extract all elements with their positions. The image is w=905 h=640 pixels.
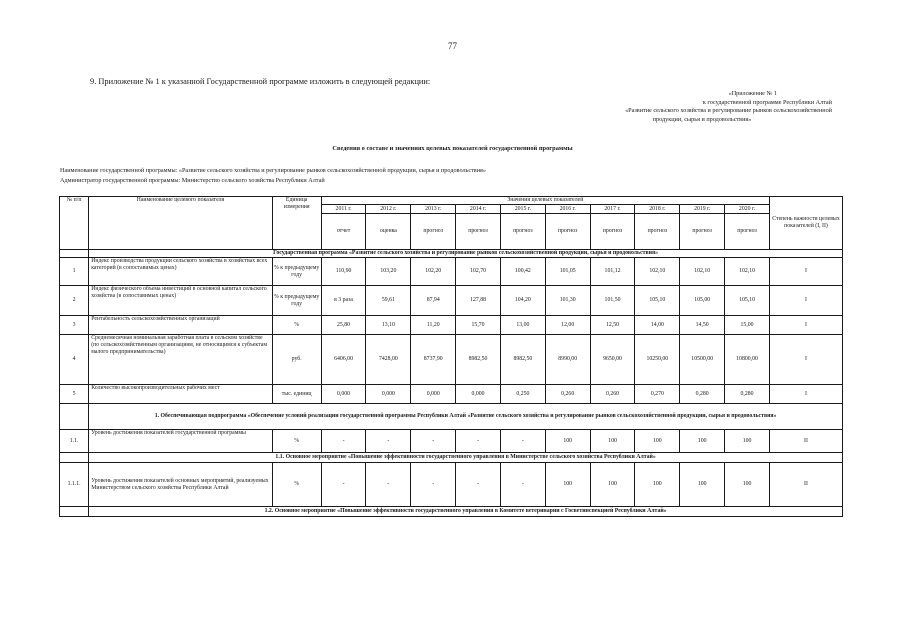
value-cell: 8982,50 — [456, 335, 501, 385]
section-spacer-cell — [60, 507, 89, 517]
value-cell: 100 — [725, 463, 770, 507]
header-status: прогноз — [500, 214, 545, 250]
header-status: отчет — [321, 214, 366, 250]
section-spacer-cell — [60, 250, 89, 258]
header-year: 2019 г. — [680, 205, 725, 214]
value-cell: 110,90 — [321, 258, 366, 286]
value-cell: 100 — [635, 430, 680, 453]
value-cell: 0,270 — [635, 385, 680, 404]
value-cell: 101,50 — [590, 286, 635, 316]
section-program: Государственная программа «Развитие сельского хозяйства и регулирование рынков сельскохозяйственной продукции, сырья и продовольствия» — [89, 250, 843, 258]
table-row — [60, 316, 843, 335]
table-row — [60, 463, 843, 507]
indicator-name: Рентабельность сельскохозяйственных организаций — [89, 316, 272, 335]
header-year: 2013 г. — [411, 205, 456, 214]
value-cell: 105,10 — [725, 286, 770, 316]
value-cell: 15,70 — [456, 316, 501, 335]
row-number: 2 — [60, 286, 89, 316]
value-cell: 105,00 — [680, 286, 725, 316]
row-number: 4 — [60, 335, 89, 385]
value-cell: 101,12 — [590, 258, 635, 286]
value-cell: 103,20 — [366, 258, 411, 286]
value-cell: 100 — [725, 430, 770, 453]
header-year: 2014 г. — [456, 205, 501, 214]
header-importance: Степень важности целевых показателей (I, II) — [769, 197, 842, 250]
value-cell: 12,50 — [590, 316, 635, 335]
section-subprogram-1: 1. Обеспечивающая подпрограмма «Обеспечение условий реализации государственной программы Республики Алтай «Развитие сельского хозяйства и регулирование рынков сельскохозяйственной продукции, сырья и продовольствия» — [89, 404, 843, 430]
value-cell: 87,94 — [411, 286, 456, 316]
value-cell: 101,30 — [545, 286, 590, 316]
importance-cell: I — [769, 385, 842, 404]
value-cell: 0,260 — [545, 385, 590, 404]
program-name: Наименование государственной программы: «Развитие сельского хозяйства и регулирование рынков сельскохозяйственной продукции, сырья и продовольствия» — [60, 167, 486, 174]
row-number: 5 — [60, 385, 89, 404]
header-year: 2016 г. — [545, 205, 590, 214]
section-spacer-cell — [60, 453, 89, 463]
header-status: прогноз — [725, 214, 770, 250]
value-cell: в 3 раза — [321, 286, 366, 316]
value-cell: 102,10 — [680, 258, 725, 286]
header-status: прогноз — [411, 214, 456, 250]
value-cell: 105,10 — [635, 286, 680, 316]
importance-cell: I — [769, 335, 842, 385]
value-cell: 10800,00 — [725, 335, 770, 385]
indicator-name: Количество высокопроизводительных рабочих мест — [89, 385, 272, 404]
value-cell: 10250,00 — [635, 335, 680, 385]
table-row — [60, 430, 843, 453]
appendix-line: к государственной программе Республики Алтай — [702, 98, 832, 106]
indicator-name: Среднемесячная номинальная заработная плата в сельском хозяйстве (по сельскохозяйственным организациям, не относящимся к субъектам малого предпринимательства) — [89, 335, 272, 385]
header-unit: Единица измерения — [272, 197, 321, 250]
unit-cell: % — [272, 316, 321, 335]
value-cell: 102,10 — [725, 258, 770, 286]
header-status: прогноз — [456, 214, 501, 250]
value-cell: 0,000 — [456, 385, 501, 404]
unit-cell: % — [272, 463, 321, 507]
value-cell: 102,10 — [635, 258, 680, 286]
value-cell: - — [366, 463, 411, 507]
value-cell: 6406,00 — [321, 335, 366, 385]
value-cell: - — [411, 463, 456, 507]
value-cell: 0,280 — [725, 385, 770, 404]
indicators-table — [59, 196, 843, 517]
value-cell: 25,80 — [321, 316, 366, 335]
value-cell: 127,88 — [456, 286, 501, 316]
importance-cell: I — [769, 258, 842, 286]
header-status: прогноз — [590, 214, 635, 250]
value-cell: - — [321, 463, 366, 507]
header-status: прогноз — [635, 214, 680, 250]
value-cell: - — [456, 430, 501, 453]
value-cell: - — [456, 463, 501, 507]
table-row — [60, 385, 843, 404]
value-cell: 13,10 — [366, 316, 411, 335]
section-spacer-cell — [60, 404, 89, 430]
appendix-line: «Развитие сельского хозяйства и регулирование рынков сельскохозяйственной — [625, 107, 832, 115]
importance-cell: II — [769, 430, 842, 453]
importance-cell: I — [769, 286, 842, 316]
value-cell: 11,20 — [411, 316, 456, 335]
value-cell: 7428,00 — [366, 335, 411, 385]
value-cell: 0,000 — [411, 385, 456, 404]
table-row — [60, 286, 843, 316]
appendix-heading — [572, 90, 832, 124]
value-cell: - — [500, 463, 545, 507]
header-year: 2018 г. — [635, 205, 680, 214]
indicator-name: Индекс физического объема инвестиций в основной капитал сельского хозяйства (в сопоставимых ценах) — [89, 286, 272, 316]
header-indicator-name: Наименование целевого показателя — [89, 197, 272, 250]
value-cell: - — [321, 430, 366, 453]
value-cell: 101,05 — [545, 258, 590, 286]
indicator-name: Уровень достижения показателей государственной программы — [89, 430, 272, 453]
unit-cell: руб. — [272, 335, 321, 385]
header-status: прогноз — [680, 214, 725, 250]
header-status: оценка — [366, 214, 411, 250]
value-cell: 100 — [545, 430, 590, 453]
appendix-line: «Приложение № 1 — [728, 90, 777, 97]
header-year: 2012 г. — [366, 205, 411, 214]
value-cell: 13,00 — [500, 316, 545, 335]
value-cell: 12,00 — [545, 316, 590, 335]
header-year: 2017 г. — [590, 205, 635, 214]
importance-cell: I — [769, 316, 842, 335]
value-cell: - — [500, 430, 545, 453]
value-cell: 8737,90 — [411, 335, 456, 385]
value-cell: 0,000 — [321, 385, 366, 404]
appendix-line: продукции, сырья и продовольствия» — [652, 115, 752, 123]
row-number: 1.1. — [60, 430, 89, 453]
value-cell: 0,260 — [590, 385, 635, 404]
value-cell: 100 — [635, 463, 680, 507]
row-number: 3 — [60, 316, 89, 335]
row-number: 1.1.1. — [60, 463, 89, 507]
value-cell: 59,61 — [366, 286, 411, 316]
value-cell: 8982,50 — [500, 335, 545, 385]
value-cell: 15,00 — [725, 316, 770, 335]
table-title: Сведения о составе и значениях целевых показателей государственной программы — [332, 145, 573, 152]
value-cell: 100 — [590, 463, 635, 507]
value-cell: 102,20 — [411, 258, 456, 286]
importance-cell: II — [769, 463, 842, 507]
unit-cell: % — [272, 430, 321, 453]
value-cell: 100 — [590, 430, 635, 453]
header-status: прогноз — [545, 214, 590, 250]
value-cell: 8990,00 — [545, 335, 590, 385]
value-cell: 9650,00 — [590, 335, 635, 385]
value-cell: 100,42 — [500, 258, 545, 286]
value-cell: 104,20 — [500, 286, 545, 316]
unit-cell: % к предыдущему году — [272, 258, 321, 286]
amendment-text: 9. Приложение № 1 к указанной Государственной программе изложить в следующей редакции: — [90, 77, 431, 86]
value-cell: 10500,00 — [680, 335, 725, 385]
value-cell: 14,50 — [680, 316, 725, 335]
section-measure-1-1: 1.1. Основное мероприятие «Повышение эффективности государственного управления в Министерстве сельского хозяйства Республики Алтай» — [89, 453, 843, 463]
program-administrator: Администратор государственной программы: Министерство сельского хозяйства Республики Алтай — [60, 177, 325, 184]
table-row — [60, 258, 843, 286]
value-cell: 0,280 — [680, 385, 725, 404]
value-cell: 14,00 — [635, 316, 680, 335]
value-cell: 102,70 — [456, 258, 501, 286]
unit-cell: % к предыдущему году — [272, 286, 321, 316]
value-cell: 0,250 — [500, 385, 545, 404]
value-cell: 100 — [680, 430, 725, 453]
indicator-name: Индекс производства продукции сельского хозяйства в хозяйствах всех категорий (в сопоставимых ценах) — [89, 258, 272, 286]
unit-cell: тыс. единиц — [272, 385, 321, 404]
value-cell: - — [411, 430, 456, 453]
value-cell: 100 — [680, 463, 725, 507]
header-year: 2015 г. — [500, 205, 545, 214]
header-year: 2011 г. — [321, 205, 366, 214]
table-row — [60, 335, 843, 385]
value-cell: - — [366, 430, 411, 453]
header-number: № п/п — [60, 197, 89, 250]
page-number: 77 — [448, 41, 457, 51]
row-number: 1 — [60, 258, 89, 286]
value-cell: 100 — [545, 463, 590, 507]
header-year: 2020 г. — [725, 205, 770, 214]
header-target-values: Значения целевых показателей — [321, 197, 769, 205]
value-cell: 0,000 — [366, 385, 411, 404]
section-measure-1-2: 1.2. Основное мероприятие «Повышение эффективности государственного управления в Комитете ветеринарии с Госветинспекцией Республики Алтай» — [89, 507, 843, 517]
indicator-name: Уровень достижения показателей основных мероприятий, реализуемых Министерством сельского хозяйства Республики Алтай — [89, 463, 272, 507]
